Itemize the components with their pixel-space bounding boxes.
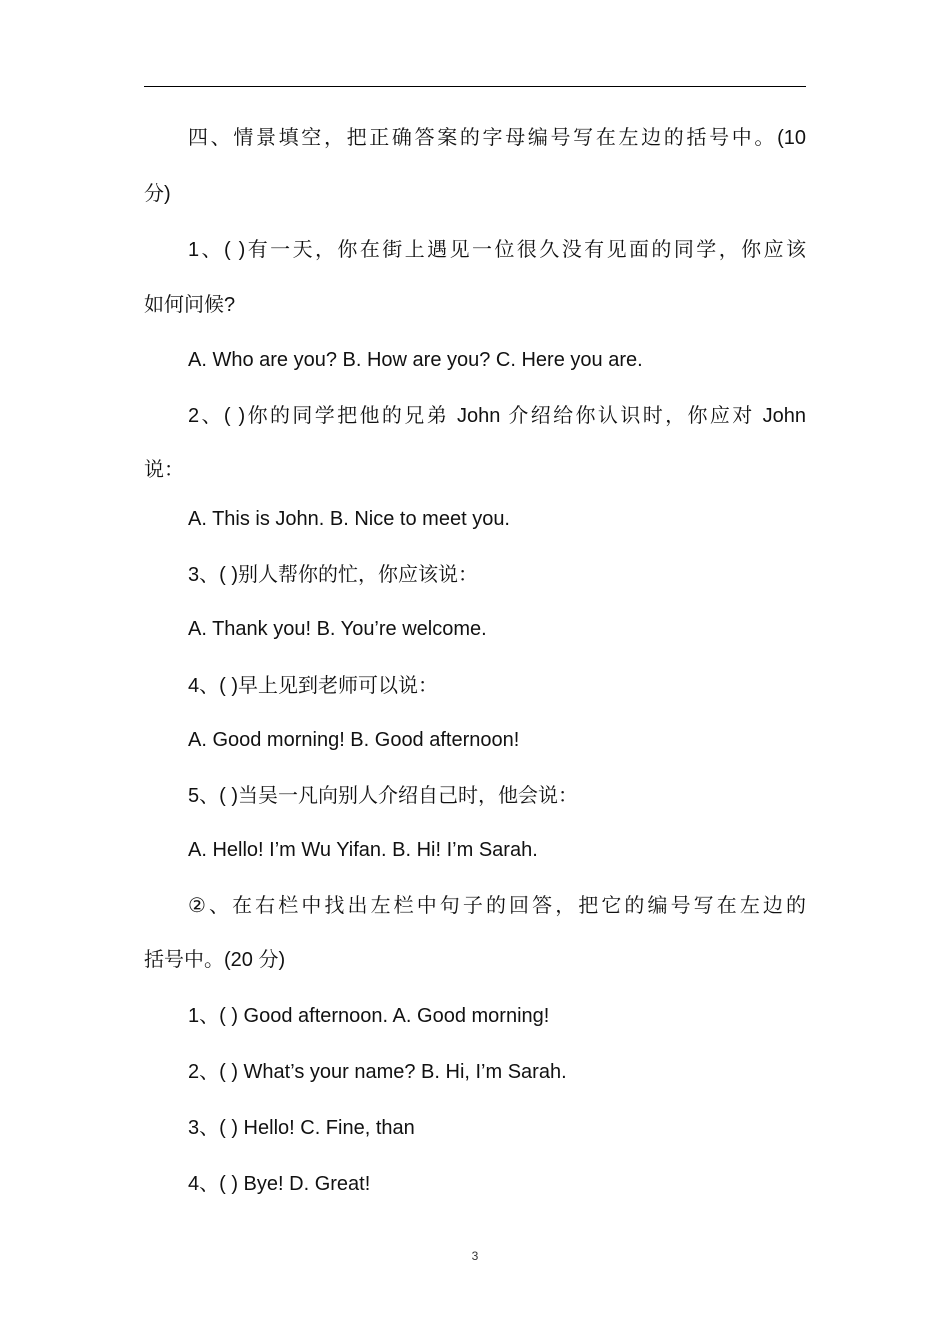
q2-prompt-line2: 说： — [144, 459, 184, 481]
q4-prompt: 4、( )早上见到老师可以说： — [188, 675, 438, 697]
q1-options: A. Who are you? B. How are you? C. Here you are. — [188, 349, 643, 371]
q3-options: A. Thank you! B. You’re welcome. — [188, 618, 487, 640]
matching-item-3: 3、( ) Hello! C. Fine, than — [188, 1117, 415, 1139]
q1-prompt-line2: 如何问候? — [144, 294, 236, 316]
section4-heading-line1: 四、情景填空，把正确答案的字母编号写在左边的括号中。(10 — [188, 127, 806, 149]
page-number: 3 — [471, 1249, 479, 1263]
section2-heading-line1: ②、在右栏中找出左栏中句子的回答，把它的编号写在左边的 — [188, 895, 806, 917]
q1-prompt-line1: 1、( )有一天，你在街上遇见一位很久没有见面的同学，你应该 — [188, 239, 806, 261]
section2-heading-line2: 括号中。(20 分) — [144, 949, 286, 971]
q5-options: A. Hello! I’m Wu Yifan. B. Hi! I’m Sarah. — [188, 839, 538, 861]
q2-options: A. This is John. B. Nice to meet you. — [188, 508, 510, 530]
q4-options: A. Good morning! B. Good afternoon! — [188, 729, 520, 751]
q3-prompt: 3、( )别人帮你的忙，你应该说： — [188, 564, 478, 586]
header-rule — [144, 86, 806, 87]
q5-prompt: 5、( )当吴一凡向别人介绍自己时，他会说： — [188, 785, 578, 807]
q2-prompt-line1: 2、( )你的同学把他的兄弟 John 介绍给你认识时，你应对 John — [188, 405, 806, 427]
section4-heading-line2: 分) — [144, 183, 171, 205]
matching-item-2: 2、( ) What’s your name? B. Hi, I’m Sarah. — [188, 1061, 567, 1083]
matching-item-4: 4、( ) Bye! D. Great! — [188, 1173, 371, 1195]
matching-item-1: 1、( ) Good afternoon. A. Good morning! — [188, 1005, 550, 1027]
